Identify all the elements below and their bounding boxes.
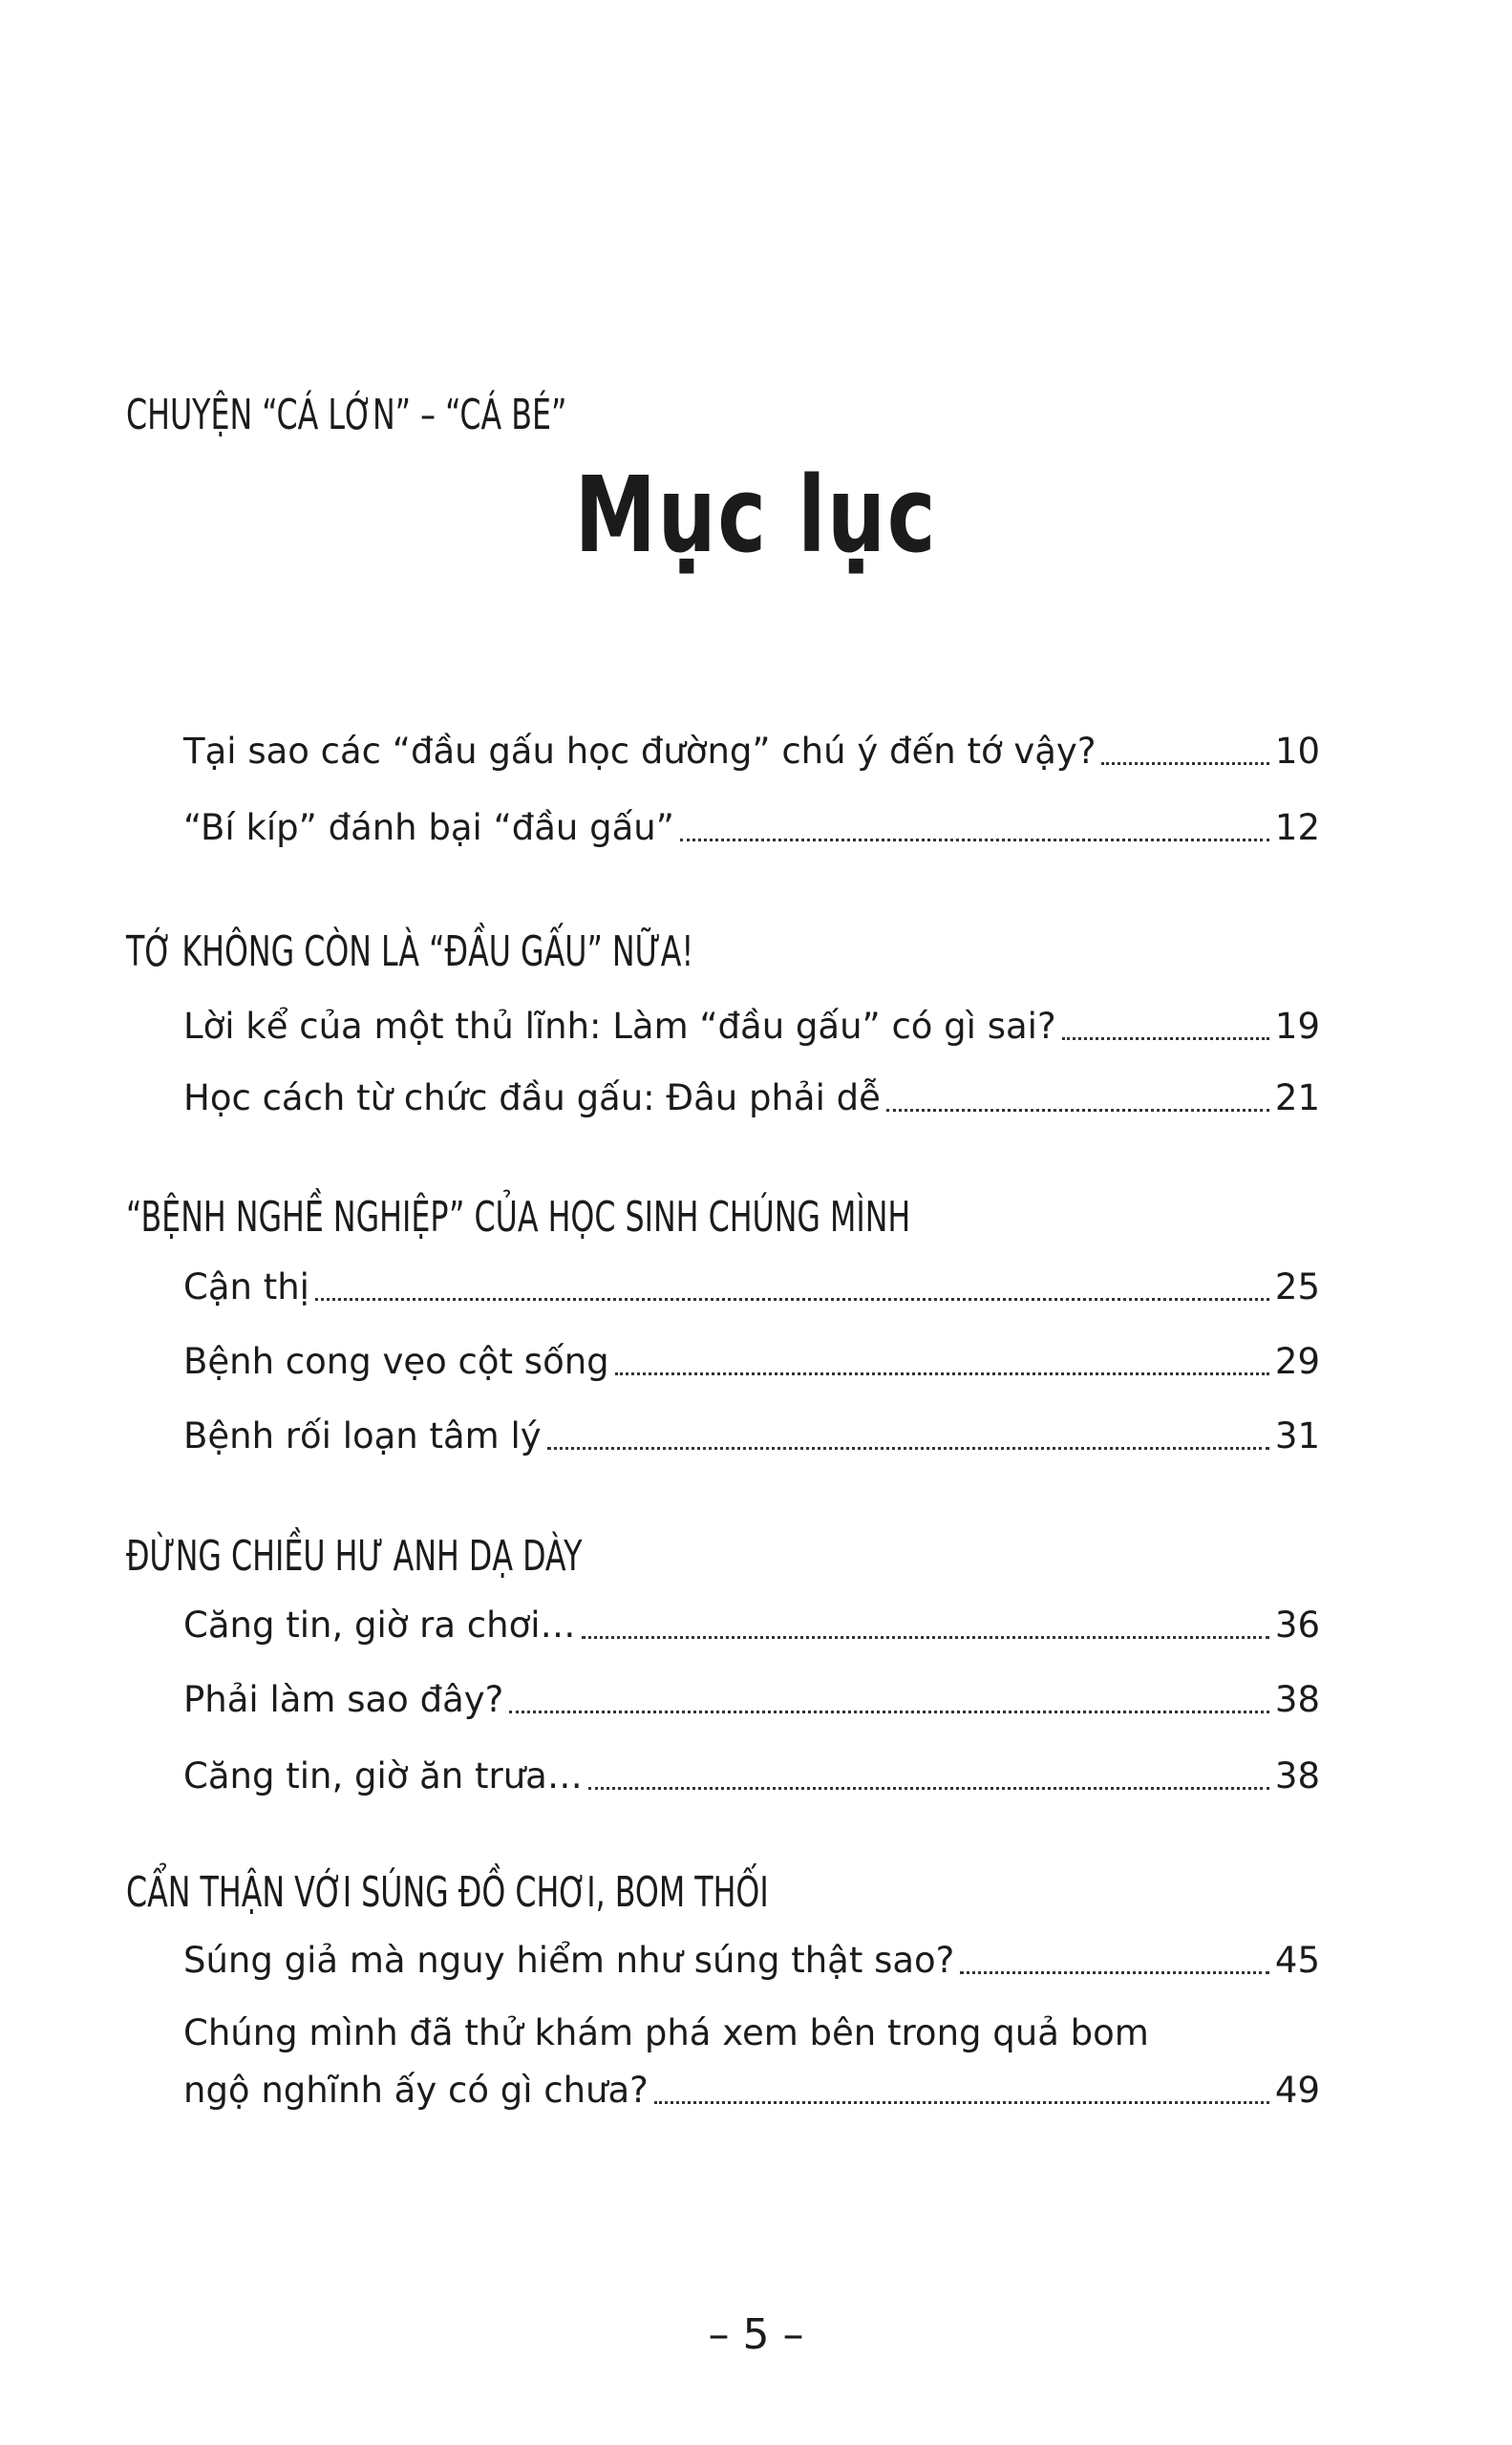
entry-page-number: 38 — [1274, 1679, 1320, 1720]
entry-page-number: 49 — [1274, 2070, 1320, 2111]
dot-leader — [547, 1447, 1269, 1450]
toc-entry[interactable] — [183, 1748, 1320, 1801]
toc-entry[interactable] — [183, 799, 1320, 853]
entry-title-row — [183, 2062, 1320, 2115]
entry-page-number: 45 — [1274, 1940, 1320, 1981]
entry-title: Lời kể của một thủ lĩnh: Làm “đầu gấu” có gì sai? — [183, 1006, 1056, 1047]
entry-title: Căng tin, giờ ra chơi… — [183, 1605, 576, 1646]
toc-entry[interactable] — [183, 1932, 1320, 1986]
toc-entry[interactable] — [183, 1259, 1320, 1312]
dot-leader — [588, 1787, 1269, 1790]
dot-leader — [960, 1971, 1269, 1974]
entry-title-line-1: Chúng mình đã thử khám phá xem bên trong quả bom — [183, 2012, 1149, 2053]
section-title: TỚ KHÔNG CÒN LÀ “ĐẦU GẤU” NỮA! — [126, 927, 694, 976]
dot-leader — [680, 839, 1269, 841]
entry-title: Súng giả mà nguy hiểm như súng thật sao? — [183, 1940, 955, 1981]
toc-entry[interactable] — [183, 1671, 1320, 1725]
entry-page-number: 38 — [1274, 1755, 1320, 1797]
entry-page-number: 31 — [1274, 1415, 1320, 1456]
entry-page-number: 29 — [1274, 1341, 1320, 1382]
section-title: CHUYỆN “CÁ LỚN” – “CÁ BÉ” — [126, 391, 567, 439]
dot-leader — [1101, 762, 1268, 765]
page-title: Mục lục — [574, 453, 938, 576]
entry-title: “Bí kíp” đánh bại “đầu gấu” — [183, 807, 674, 848]
dot-leader — [509, 1711, 1269, 1713]
dot-leader — [582, 1636, 1269, 1639]
entry-title: Bệnh cong vẹo cột sống — [183, 1341, 609, 1382]
entry-title: Bệnh rối loạn tâm lý — [183, 1415, 542, 1456]
toc-entry[interactable] — [183, 1070, 1320, 1123]
entry-title: Phải làm sao đây? — [183, 1679, 504, 1720]
section-title: CẨN THẬN VỚI SÚNG ĐỒ CHƠI, BOM THỐI — [126, 1868, 769, 1917]
entry-page-number: 19 — [1274, 1006, 1320, 1047]
entry-title-line-2: ngộ nghĩnh ấy có gì chưa? — [183, 2070, 649, 2111]
entry-page-number: 10 — [1274, 731, 1320, 772]
entry-title: Tại sao các “đầu gấu học đường” chú ý đến tớ vậy? — [183, 731, 1097, 772]
entry-title: Cận thị — [183, 1266, 309, 1308]
page-number-footer: – 5 – — [708, 2310, 804, 2359]
entry-page-number: 21 — [1274, 1077, 1320, 1118]
section-title: ĐỪNG CHIỀU HƯ ANH DẠ DÀY — [126, 1532, 583, 1581]
entry-title: Học cách từ chức đầu gấu: Đâu phải dễ — [183, 1077, 881, 1118]
toc-entry[interactable] — [183, 2009, 1320, 2115]
toc-entry[interactable] — [183, 998, 1320, 1052]
entry-page-number: 36 — [1274, 1605, 1320, 1646]
dot-leader — [654, 2101, 1269, 2104]
dot-leader — [315, 1298, 1269, 1301]
toc-entry[interactable] — [183, 723, 1320, 776]
toc-entry[interactable] — [183, 1408, 1320, 1461]
dot-leader — [1062, 1037, 1269, 1040]
entry-page-number: 25 — [1274, 1266, 1320, 1308]
toc-entry[interactable] — [183, 1597, 1320, 1650]
dot-leader — [886, 1109, 1269, 1112]
entry-title: Căng tin, giờ ăn trưa… — [183, 1755, 583, 1797]
section-title: “BỆNH NGHỀ NGHIỆP” CỦA HỌC SINH CHÚNG MÌNH — [126, 1193, 911, 1242]
dot-leader — [615, 1372, 1269, 1375]
entry-page-number: 12 — [1274, 807, 1320, 848]
toc-entry[interactable] — [183, 1333, 1320, 1387]
